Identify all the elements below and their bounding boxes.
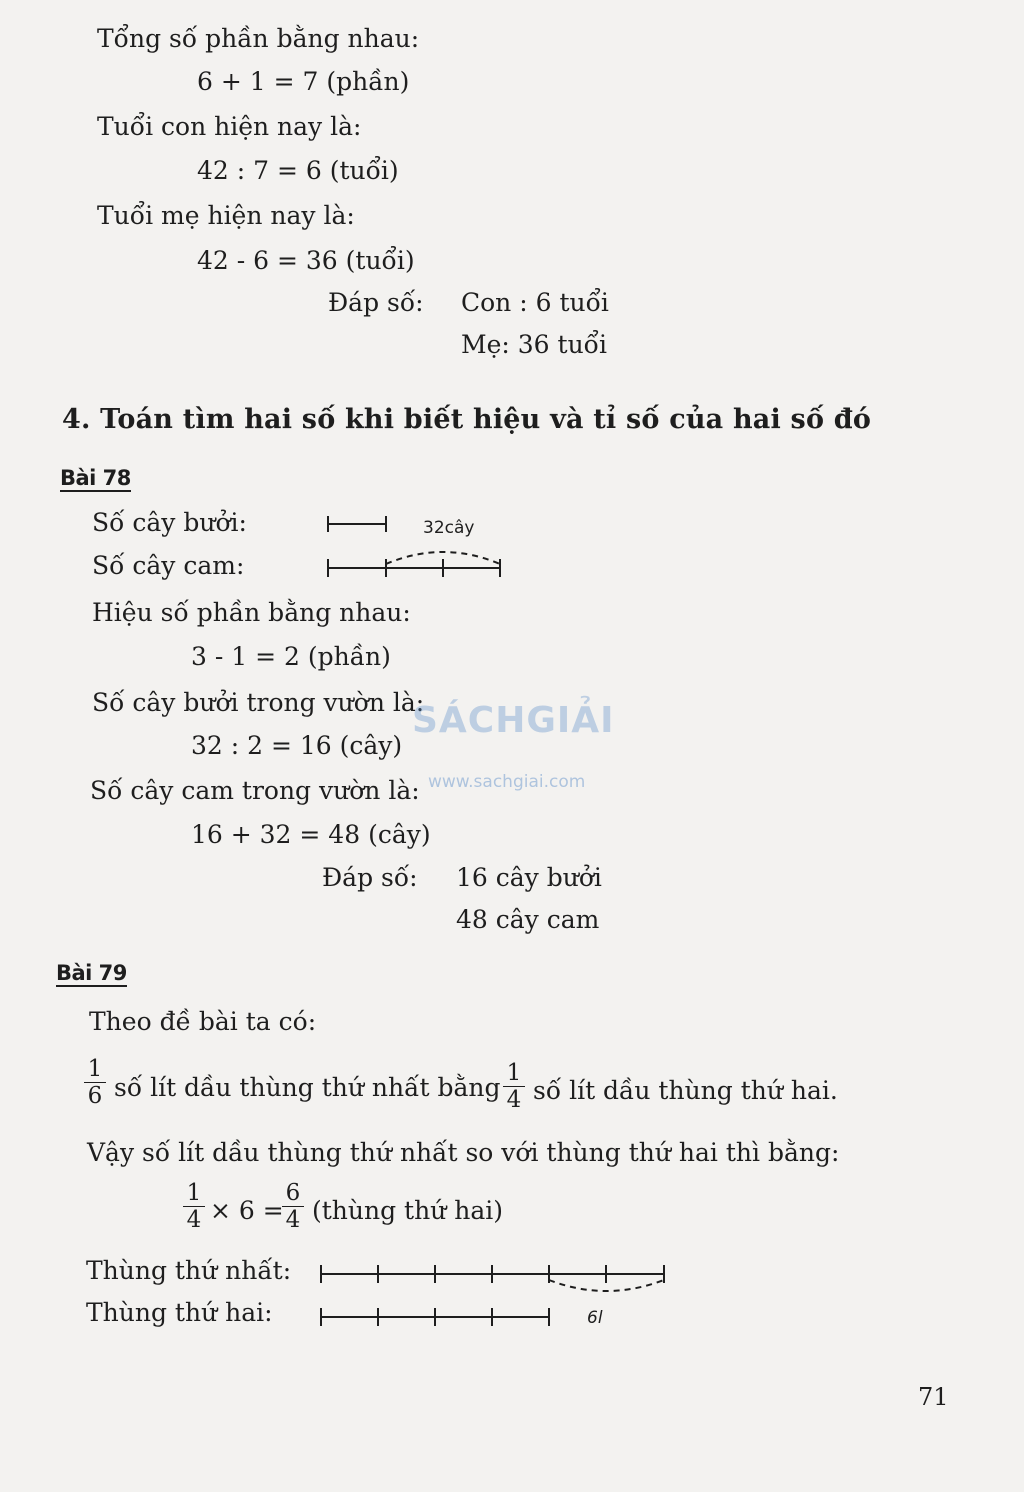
text-line: Số cây cam trong vườn là: <box>90 776 420 805</box>
fraction <box>183 1180 205 1233</box>
segment-diagram <box>314 1258 674 1338</box>
exercise-title: Bài 78 <box>60 466 131 490</box>
diagram-row-label: Số cây cam: <box>92 551 245 580</box>
text-line: Theo đề bài ta có: <box>89 1007 317 1036</box>
equation: 6 + 1 = 7 (phần) <box>197 67 410 96</box>
text-line: Tổng số phần bằng nhau: <box>97 24 420 53</box>
fraction-numerator: 1 <box>503 1060 525 1087</box>
segment-diagram <box>320 508 510 588</box>
fraction-denominator: 4 <box>285 1207 301 1233</box>
equation: × 6 = <box>210 1196 284 1225</box>
diagram-row-label: Số cây bưởi: <box>92 508 247 537</box>
fraction-numerator: 6 <box>282 1180 304 1207</box>
answer-label: Đáp số: <box>322 863 418 892</box>
answer-value: Con : 6 tuổi <box>461 288 609 317</box>
fraction <box>282 1180 304 1233</box>
equation: 42 : 7 = 6 (tuổi) <box>197 156 399 185</box>
diagram-note: 32cây <box>423 518 475 538</box>
text-line: Vậy số lít dầu thùng thứ nhất so với thùng thứ hai thì bằng: <box>87 1138 840 1167</box>
fraction <box>84 1056 106 1109</box>
diagram-note: 6l <box>587 1308 603 1328</box>
answer-value: Mẹ: 36 tuổi <box>461 330 607 359</box>
fraction-denominator: 4 <box>506 1087 522 1113</box>
fraction-numerator: 1 <box>183 1180 205 1207</box>
equation: 16 + 32 = 48 (cây) <box>191 820 431 849</box>
text-line: Tuổi mẹ hiện nay là: <box>97 201 355 230</box>
equation: 32 : 2 = 16 (cây) <box>191 731 403 760</box>
fraction <box>503 1060 525 1113</box>
text-line: Tuổi con hiện nay là: <box>97 112 362 141</box>
text-line: số lít dầu thùng thứ nhất bằng <box>114 1073 501 1102</box>
fraction-denominator: 4 <box>186 1207 202 1233</box>
equation: 3 - 1 = 2 (phần) <box>191 642 391 671</box>
answer-value: 16 cây bưởi <box>456 863 602 892</box>
section-heading: 4. Toán tìm hai số khi biết hiệu và tỉ số của hai số đó <box>62 404 872 435</box>
text-line: số lít dầu thùng thứ hai. <box>533 1076 838 1105</box>
watermark-url: www.sachgiai.com <box>428 772 586 792</box>
fraction-denominator: 6 <box>87 1083 103 1109</box>
page-number: 71 <box>918 1383 949 1411</box>
diagram-row-label: Thùng thứ nhất: <box>86 1256 292 1285</box>
answer-value: 48 cây cam <box>456 905 600 934</box>
text-line: Hiệu số phần bằng nhau: <box>92 598 411 627</box>
text-line: Số cây bưởi trong vườn là: <box>92 688 425 717</box>
answer-label: Đáp số: <box>328 288 424 317</box>
exercise-title: Bài 79 <box>56 961 127 985</box>
diagram-row-label: Thùng thứ hai: <box>86 1298 273 1327</box>
watermark-logo: SÁCHGIẢI <box>412 700 615 741</box>
text-line: (thùng thứ hai) <box>312 1196 504 1225</box>
fraction-numerator: 1 <box>84 1056 106 1083</box>
equation: 42 - 6 = 36 (tuổi) <box>197 246 415 275</box>
